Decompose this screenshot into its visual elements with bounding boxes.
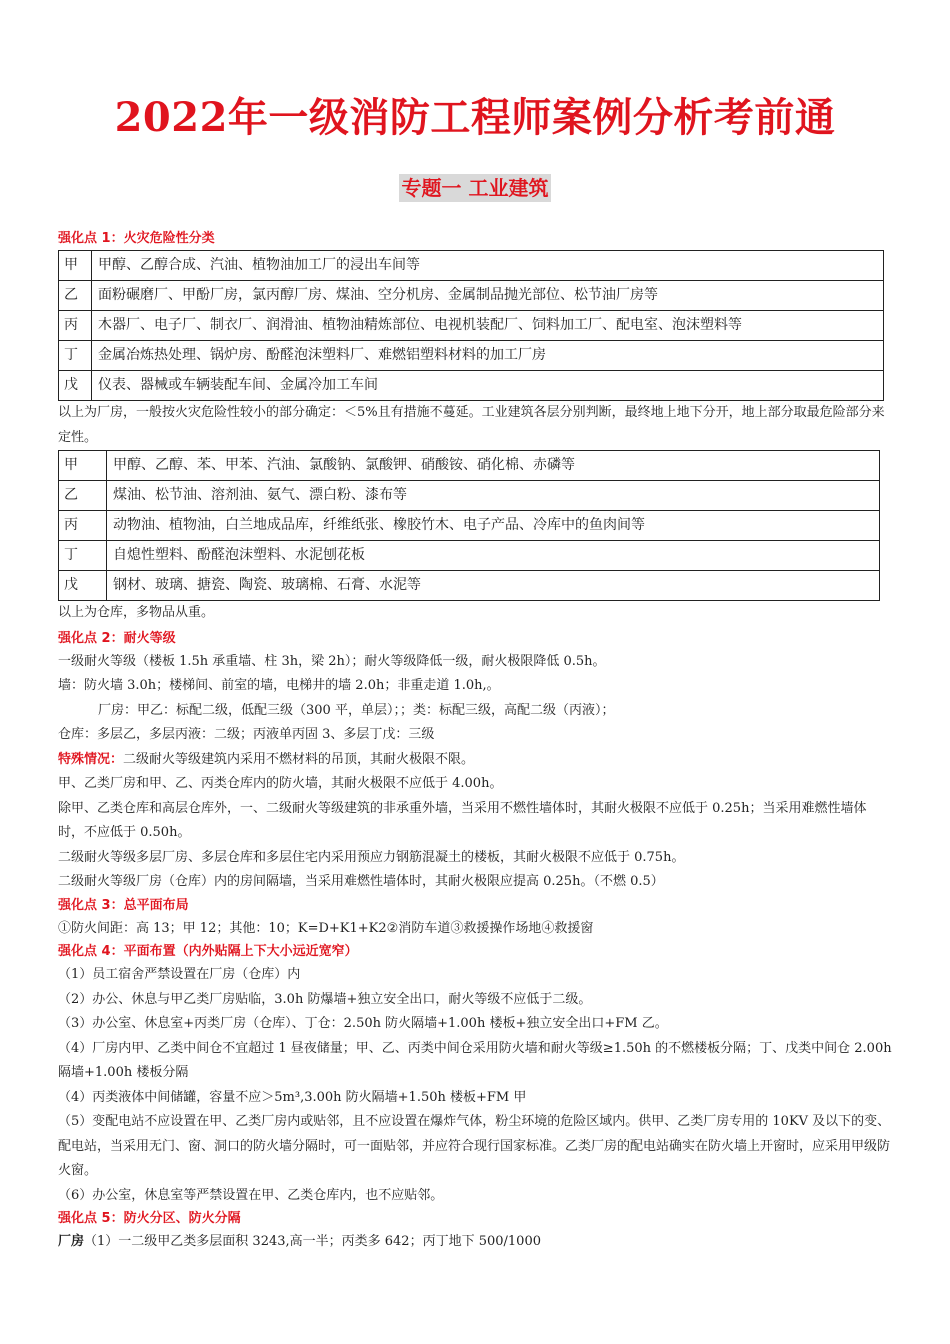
paragraph: 二级耐火等级多层厂房、多层仓库和多层住宅内采用预应力钢筋混凝土的楼板，其耐火极限不应低于 0.75h。 bbox=[58, 849, 685, 865]
content-body bbox=[58, 228, 892, 1255]
section-subtitle: 专题一 工业建筑 bbox=[399, 174, 552, 202]
hazard-desc: 面粉碾磨厂、甲酚厂房，氯丙醇厂房、煤油、空分机房、金属制品抛光部位、松节油厂房等 bbox=[92, 281, 884, 311]
section-heading-fire-compartment: 强化点 5：防火分区、防火分隔 bbox=[58, 1211, 241, 1226]
list-item: （4）厂房内甲、乙类中间仓不宜超过 1 昼夜储量；甲、乙、丙类中间仓采用防火墙和耐火等级≥1.50h 的不燃楼板分隔；丁、戊类中间仓 2.00h 隔墙+1.00h 楼板分隔 bbox=[58, 1040, 892, 1080]
hazard-desc: 木器厂、电子厂、制衣厂、润滑油、植物油精炼部位、电视机装配厂、饲料加工厂、配电室、泡沫塑料等 bbox=[92, 311, 884, 341]
hazard-class: 戊 bbox=[59, 371, 92, 401]
hazard-class: 甲 bbox=[59, 451, 107, 481]
indented-text: 厂房：甲乙：标配二级，低配三级（300 平，单层）；；类：标配三级，高配二级（丙液）； bbox=[98, 702, 615, 718]
paragraph: 除甲、乙类仓库和高层仓库外，一、二级耐火等级建筑的非承重外墙，当采用不燃性墙体时，其耐火极限不应低于 0.25h；当采用难燃性墙体时，不应低于 0.50h。 bbox=[58, 800, 867, 840]
hazard-desc: 仪表、器械或车辆装配车间、金属冷加工车间 bbox=[92, 371, 884, 401]
hazard-class: 丙 bbox=[59, 511, 107, 541]
paragraph: 仓库：多层乙，多层丙液：二级；丙液单丙固 3、多层丁戊：三级 bbox=[58, 727, 435, 742]
table-row bbox=[59, 571, 880, 601]
paragraph bbox=[58, 1230, 892, 1255]
hazard-class: 甲 bbox=[59, 251, 92, 281]
section-heading-fire-rating: 强化点 2：耐火等级 bbox=[58, 630, 176, 646]
factory-label: 厂房 bbox=[58, 1234, 85, 1249]
table-row bbox=[59, 341, 884, 371]
hazard-class: 丙 bbox=[59, 311, 92, 341]
warehouse-hazard-table bbox=[58, 450, 880, 601]
paragraph: 墙：防火墙 3.0h；楼梯间、前室的墙，电梯井的墙 2.0h；非重走道 1.0h,。 bbox=[58, 678, 500, 693]
factory-text: （1）一二级甲乙类多层面积 3243,高一半；丙类多 642；丙丁地下 500/1000 bbox=[84, 1234, 541, 1249]
table-row bbox=[59, 371, 884, 401]
section-heading-site-layout: 强化点 3：总平面布局 bbox=[58, 897, 189, 913]
paragraph: 甲、乙类厂房和甲、乙、丙类仓库内的防火墙，其耐火极限不应低于 4.00h。 bbox=[58, 776, 503, 791]
table-row bbox=[59, 511, 880, 541]
table-row bbox=[59, 311, 884, 341]
list-item: （6）办公室，休息室等严禁设置在甲、乙类仓库内，也不应贴邻。 bbox=[58, 1187, 444, 1203]
special-case-text: 二级耐火等级建筑内采用不燃材料的吊顶，其耐火极限不限。 bbox=[123, 751, 475, 767]
list-item: （3）办公室、休息室+丙类厂房（仓库）、丁仓：2.50h 防火隔墙+1.00h 楼板+独立安全出口+FM 乙。 bbox=[58, 1016, 668, 1031]
list-item: （1）员工宿舍严禁设置在厂房（仓库）内 bbox=[58, 967, 301, 982]
table-row bbox=[59, 451, 880, 481]
warehouse-note: 以上为仓库，多物品从重。 bbox=[58, 605, 215, 620]
hazard-class: 乙 bbox=[59, 281, 92, 311]
hazard-desc: 煤油、松节油、溶剂油、氨气、漂白粉、漆布等 bbox=[107, 481, 880, 511]
paragraph: ①防火间距：高 13；甲 12；其他：10；K=D+K1+K2②消防车道③救援操作场地④救援窗 bbox=[58, 920, 594, 936]
list-item: （4）丙类液体中间储罐，容量不应＞5m³,3.00h 防火隔墙+1.50h 楼板+FM 甲 bbox=[58, 1089, 527, 1105]
paragraph: 二级耐火等级厂房（仓库）内的房间隔墙，当采用难燃性墙体时，其耐火极限应提高 0.25h。（不燃 0.5） bbox=[58, 874, 664, 889]
table-row bbox=[59, 281, 884, 311]
hazard-desc: 金属冶炼热处理、锅炉房、酚醛泡沫塑料厂、难燃铝塑料材料的加工厂房 bbox=[92, 341, 884, 371]
factory-note: 以上为厂房，一般按火灾危险性较小的部分确定：＜5%且有措施不蔓延。工业建筑各层分别判断，最终地上地下分开，地上部分取最危险部分来定性。 bbox=[58, 405, 885, 445]
paragraph-indented bbox=[58, 699, 892, 724]
special-case-label: 特殊情况： bbox=[58, 751, 124, 767]
table-row bbox=[59, 481, 880, 511]
hazard-class: 乙 bbox=[59, 481, 107, 511]
factory-hazard-table bbox=[58, 250, 884, 401]
hazard-class: 丁 bbox=[59, 341, 92, 371]
page-title: 2022年一级消防工程师案例分析考前通 bbox=[114, 94, 836, 141]
section-heading-floor-layout: 强化点 4：平面布置（内外贴隔上下大小远近宽窄） bbox=[58, 944, 358, 959]
list-item: （5）变配电站不应设置在甲、乙类厂房内或贴邻，且不应设置在爆炸气体，粉尘环境的危险区域内。供甲、乙类厂房专用的 10KV 及以下的变、配电站，当采用无门、窗、洞口的防火墙分隔时，可一面贴邻，并应符合现行国家标准。乙类厂房的配电站确实在防火墙上开窗时，应采用甲级防火窗。 bbox=[58, 1114, 891, 1178]
hazard-class: 丁 bbox=[59, 541, 107, 571]
table-row bbox=[59, 251, 884, 281]
section-heading-fire-hazard: 强化点 1：火灾危险性分类 bbox=[58, 231, 215, 246]
hazard-desc: 动物油、植物油，白兰地成品库，纤维纸张、橡胶竹木、电子产品、冷库中的鱼肉间等 bbox=[107, 511, 880, 541]
hazard-class: 戊 bbox=[59, 571, 107, 601]
list-item: （2）办公、休息与甲乙类厂房贴临，3.0h 防爆墙+独立安全出口，耐火等级不应低于二级。 bbox=[58, 991, 592, 1007]
hazard-desc: 钢材、玻璃、搪瓷、陶瓷、玻璃棉、石膏、水泥等 bbox=[107, 571, 880, 601]
hazard-desc: 自熄性塑料、酚醛泡沫塑料、水泥刨花板 bbox=[107, 541, 880, 571]
subtitle-wrapper bbox=[58, 174, 892, 202]
hazard-desc: 甲醇、乙醇合成、汽油、植物油加工厂的浸出车间等 bbox=[92, 251, 884, 281]
hazard-desc: 甲醇、乙醇、苯、甲苯、汽油、氯酸钠、氯酸钾、硝酸铵、硝化棉、赤磷等 bbox=[107, 451, 880, 481]
paragraph: 一级耐火等级（楼板 1.5h 承重墙、柱 3h，梁 2h）；耐火等级降低一级，耐火极限降低 0.5h。 bbox=[58, 653, 606, 669]
table-row bbox=[59, 541, 880, 571]
special-case-paragraph bbox=[58, 748, 892, 773]
